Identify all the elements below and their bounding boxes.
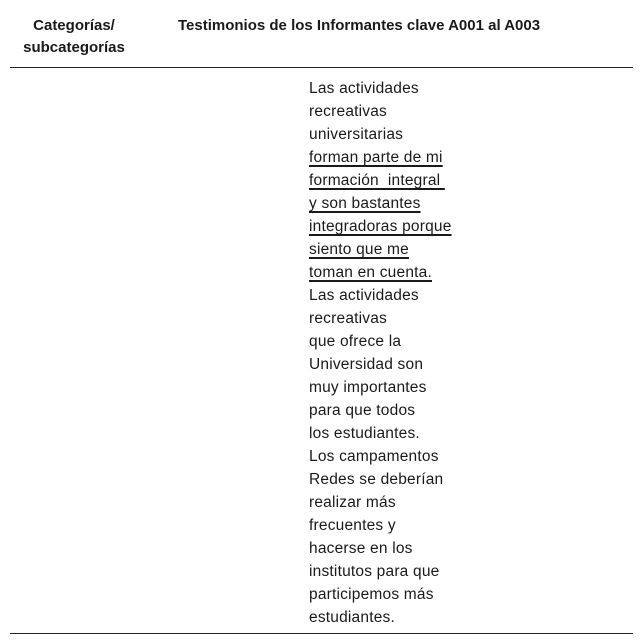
header-divider bbox=[10, 67, 633, 68]
testimony-line: para que todos bbox=[309, 402, 416, 419]
testimony-cell bbox=[309, 77, 452, 629]
testimony-line: los estudiantes. bbox=[309, 425, 420, 442]
table-bottom-rule bbox=[10, 633, 633, 634]
header-categories-line1: Categorías/ bbox=[33, 17, 115, 34]
testimony-line: Las actividades bbox=[309, 287, 419, 304]
testimony-line: que ofrece la bbox=[309, 333, 402, 350]
header-testimonies: Testimonios de los Informantes clave A001 al A003 bbox=[178, 17, 541, 34]
testimony-line: muy importantes bbox=[309, 379, 427, 396]
testimony-line: formación integral bbox=[309, 172, 445, 189]
testimony-line: forman parte de mi bbox=[309, 149, 443, 166]
testimony-line: realizar más bbox=[309, 494, 396, 511]
testimony-line: toman en cuenta. bbox=[309, 264, 432, 281]
testimony-line: Los campamentos bbox=[309, 448, 439, 465]
testimony-line: institutos para que bbox=[309, 563, 440, 580]
testimony-line: estudiantes. bbox=[309, 609, 395, 626]
testimony-line: universitarias bbox=[309, 126, 404, 143]
testimony-line: Las actividades bbox=[309, 80, 419, 97]
testimony-line: frecuentes y bbox=[309, 517, 396, 534]
testimony-line: participemos más bbox=[309, 586, 434, 603]
testimony-line: recreativas bbox=[309, 103, 388, 120]
header-categories bbox=[10, 15, 138, 59]
testimony-line: Redes se deberían bbox=[309, 471, 444, 488]
testimony-line: recreativas bbox=[309, 310, 388, 327]
testimony-line: Universidad son bbox=[309, 356, 424, 373]
table-header bbox=[0, 0, 643, 68]
testimony-line: y son bastantes bbox=[309, 195, 421, 212]
testimony-line: siento que me bbox=[309, 241, 409, 258]
testimony-line: hacerse en los bbox=[309, 540, 413, 557]
header-categories-line2: subcategorías bbox=[23, 39, 125, 56]
testimony-line: integradoras porque bbox=[309, 218, 452, 235]
